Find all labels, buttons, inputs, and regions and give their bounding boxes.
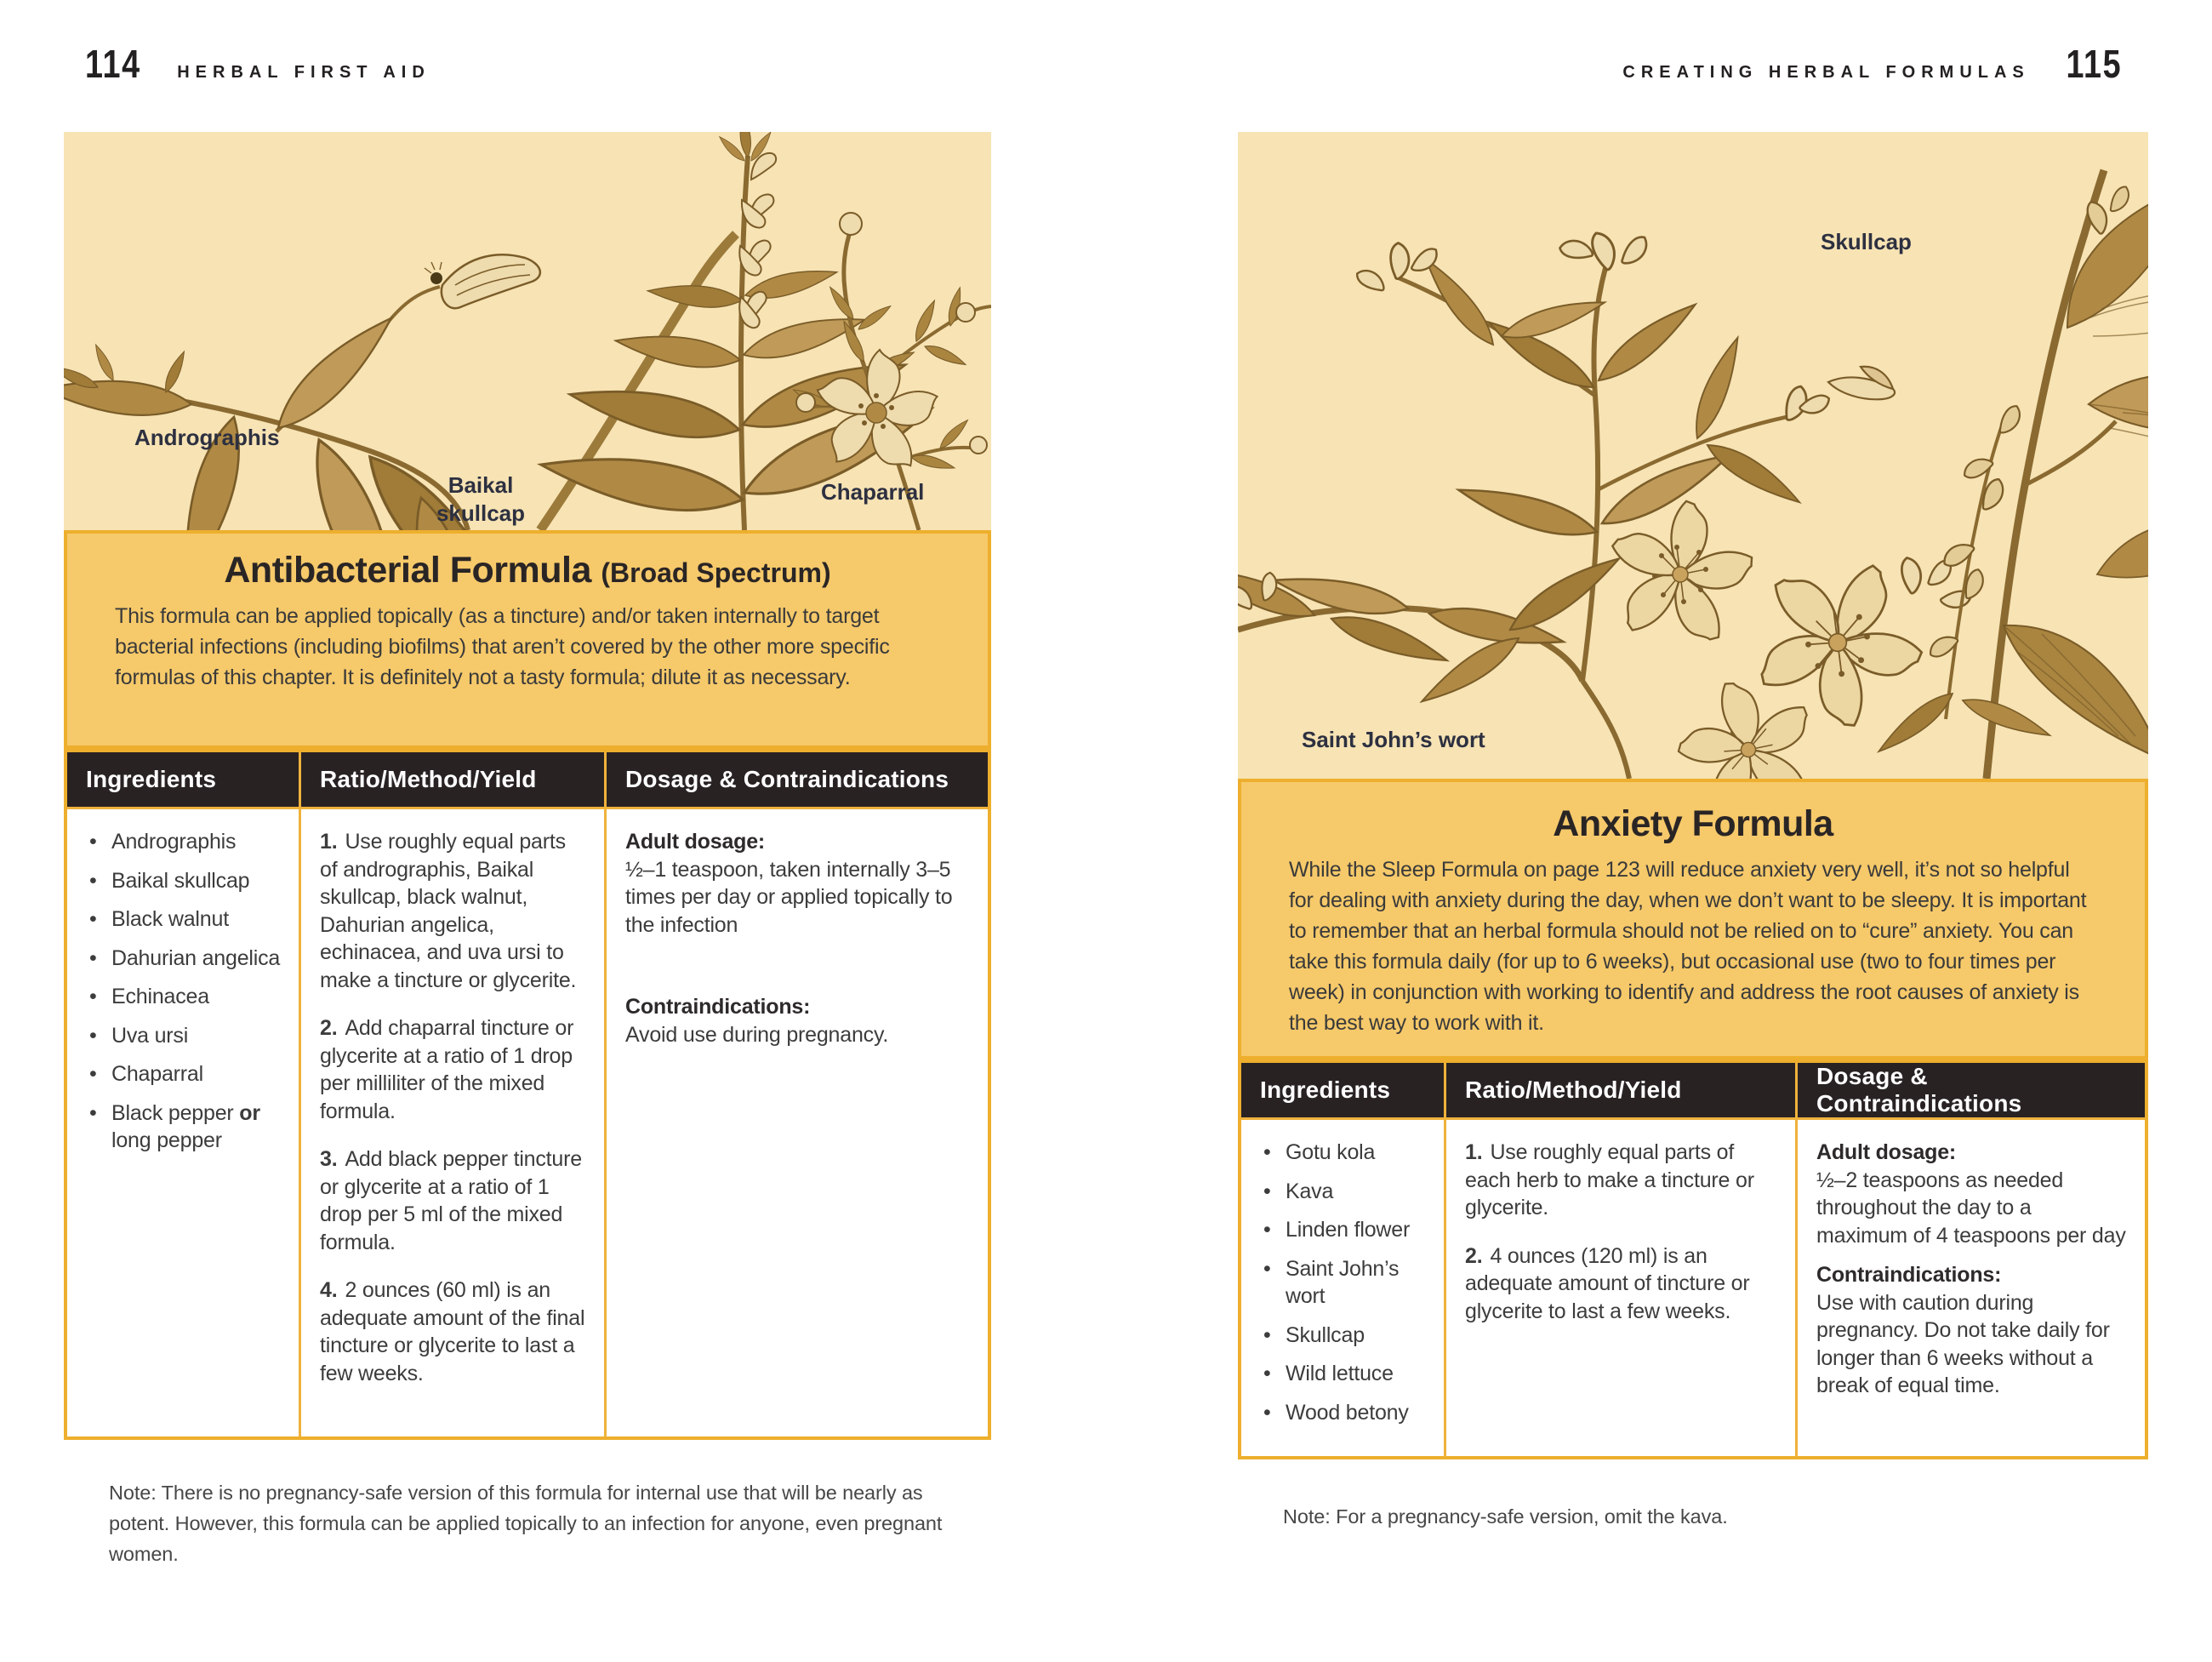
list-item: • Baikal skullcap — [86, 867, 282, 895]
footnote-left: Note: There is no pregnancy-safe version of this formula for internal use that will be nearly as potent. However, this formula can be applied topically to an infection for anyone, even pregnant women. — [109, 1481, 943, 1566]
baikal-skullcap-plant — [538, 132, 942, 530]
list-item: • Wood betony — [1260, 1399, 1427, 1427]
contraindications-text: Use with caution during pregnancy. Do not take daily for longer than 6 weeks without a break of equal time. — [1816, 1290, 2110, 1397]
list-item: • Gotu kola — [1260, 1139, 1427, 1167]
list-item: • Andrographis — [86, 828, 282, 856]
botanical-illustration-left — [64, 132, 991, 530]
list-item: • Black pepper or long pepper — [86, 1099, 282, 1155]
column-header-ingredients: Ingredients — [1241, 1063, 1444, 1117]
plant-label-skullcap: Skullcap — [1821, 229, 1912, 254]
contraindications-label: Contraindications: — [1816, 1263, 2002, 1287]
botanical-art-left — [64, 132, 991, 530]
list-item: • Linden flower — [1260, 1216, 1427, 1244]
list-item: • Black walnut — [86, 905, 282, 934]
column-header-ratio: Ratio/Method/Yield — [301, 752, 604, 807]
page-number: 115 — [2066, 42, 2122, 86]
ingredients-cell — [67, 809, 299, 1436]
formula-title: Antibacterial Formula (Broad Spectrum) — [224, 550, 831, 591]
page-header-right — [1622, 41, 2122, 87]
list-item: • Chaparral — [86, 1060, 282, 1088]
list-item: • Echinacea — [86, 983, 282, 1011]
botanical-illustration-right — [1238, 132, 2148, 779]
formula-description: This formula can be applied topically (as a tincture) and/or taken internally to target bacterial infections (including biofilms) that aren’t covered by the other more specific formulas of this chapter. It is definitely not a tasty formula; dilute it as necessary. — [115, 604, 890, 690]
list-item: • Uva ursi — [86, 1022, 282, 1050]
running-head: HERBAL FIRST AID — [177, 63, 430, 82]
step: 1. Use roughly equal parts of each herb to make a tincture or glycerite. — [1465, 1140, 1754, 1219]
list-item: • Dahurian angelica — [86, 945, 282, 973]
list-item: • Wild lettuce — [1260, 1360, 1427, 1388]
ingredients-cell — [1241, 1120, 1444, 1456]
step: 4. 2 ounces (60 ml) is an adequate amount of the final tincture or glycerite to last a few weeks. — [320, 1278, 585, 1385]
ingredient-list — [86, 828, 282, 1155]
anxiety-formula-table — [1238, 1059, 2148, 1459]
contraindications-label: Contraindications: — [625, 995, 811, 1019]
step: 2. Add chaparral tincture or glycerite at a ratio of 1 drop per milliliter of the mixed formula. — [320, 1016, 574, 1123]
plant-label-baikal-skullcap: Baikal skullcap — [436, 472, 526, 526]
ingredient-list — [1260, 1139, 1427, 1426]
formula-title: Anxiety Formula — [1553, 803, 1833, 844]
saint-johns-wort-plant — [1238, 231, 1972, 779]
andrographis-flower — [425, 254, 540, 308]
footnote-right: Note: For a pregnancy-safe version, omit the kava. — [1283, 1505, 1728, 1528]
list-item: • Saint John’s wort — [1260, 1255, 1427, 1311]
column-header-ingredients: Ingredients — [67, 752, 299, 807]
step: 2. 4 ounces (120 ml) is an adequate amount of tincture or glycerite to last a few weeks. — [1465, 1243, 1750, 1323]
ratio-method-cell — [1446, 1120, 1795, 1456]
anxiety-formula-box — [1238, 779, 2148, 1059]
plant-label-chaparral: Chaparral — [821, 479, 925, 505]
page-number: 114 — [85, 42, 141, 86]
ratio-method-cell — [301, 809, 604, 1436]
sjw-flowers — [1608, 500, 1924, 779]
plant-label-saint-johns-wort: Saint John’s wort — [1302, 727, 1485, 752]
skullcap-plant — [1828, 168, 2148, 779]
plant-label-andrographis: Andrographis — [134, 425, 280, 450]
running-head: CREATING HERBAL FORMULAS — [1622, 63, 2030, 82]
column-header-dosage: Dosage & Contraindications — [1798, 1063, 2145, 1117]
dosage-cell — [1798, 1120, 2145, 1456]
column-header-dosage: Dosage & Contraindications — [607, 752, 988, 807]
contraindications-text: Avoid use during pregnancy. — [625, 1022, 889, 1047]
botanical-art-right — [1238, 132, 2148, 779]
formula-description: While the Sleep Formula on page 123 will reduce anxiety very well, it’s not so helpful for dealing with anxiety during the day, when we don’t want to be sleepy. It is important to remember that an herbal formula should not be relied on to “cure” anxiety. You can take this formula daily (for up to 6 weeks), but occasional use (two to four times per week) in conjunction with working to identify and address the root causes of anxiety is the best way to work with it. — [1289, 858, 2087, 1036]
adult-dosage-label: Adult dosage: — [625, 830, 766, 854]
list-item: • Kava — [1260, 1178, 1427, 1206]
step: 1. Use roughly equal parts of andrographis, Baikal skullcap, black walnut, Dahurian angelica, echinacea, and uva ursi to make a tincture or glycerite. — [320, 830, 577, 992]
column-header-ratio: Ratio/Method/Yield — [1446, 1063, 1795, 1117]
antibacterial-formula-table — [64, 749, 991, 1440]
list-item: • Skullcap — [1260, 1322, 1427, 1350]
adult-dosage-label: Adult dosage: — [1816, 1140, 1957, 1164]
formula-subtitle: (Broad Spectrum) — [601, 557, 831, 588]
adult-dosage-text: ½–1 teaspoon, taken internally 3–5 times per day or applied topically to the infection — [625, 857, 953, 937]
dosage-cell — [607, 809, 988, 1436]
step: 3. Add black pepper tincture or glycerite at a ratio of 1 drop per 5 ml of the mixed formula. — [320, 1147, 582, 1254]
page-header-left — [85, 41, 430, 87]
skullcap-flower — [1828, 367, 1895, 400]
antibacterial-formula-box — [64, 530, 991, 749]
adult-dosage-text: ½–2 teaspoons as needed throughout the day to a maximum of 4 teaspoons per day — [1816, 1168, 2126, 1248]
